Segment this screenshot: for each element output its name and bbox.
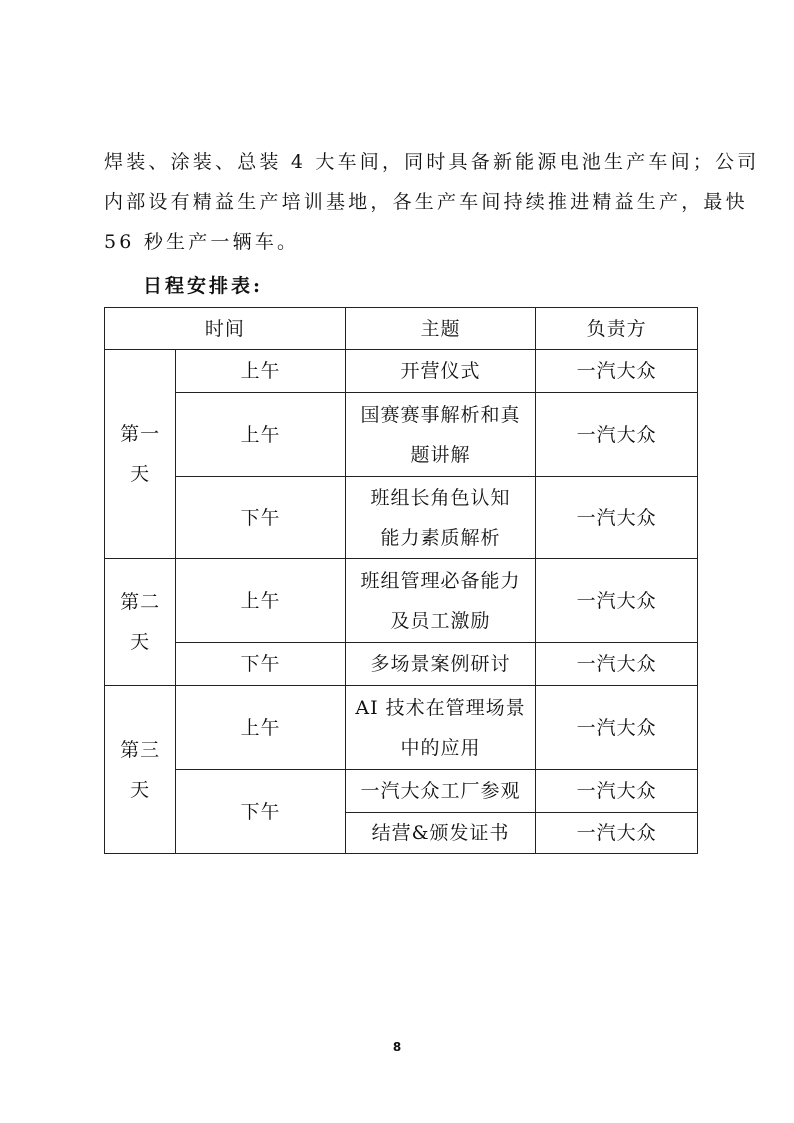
table-row xyxy=(105,350,698,393)
topic-line: 中的应用 xyxy=(400,736,481,759)
owner-cell: 一汽大众 xyxy=(536,770,698,813)
period-cell: 上午 xyxy=(176,393,345,477)
period-cell: 下午 xyxy=(176,770,345,854)
schedule-table xyxy=(104,307,698,854)
period-cell: 上午 xyxy=(176,350,345,393)
paragraph-line: 焊装、涂装、总装 4 大车间，同时具备新能源电池生产车间；公司 xyxy=(104,151,760,173)
table-row xyxy=(105,393,698,477)
topic-cell xyxy=(345,643,536,686)
topic-line: 一汽大众工厂参观 xyxy=(360,780,521,802)
owner-cell: 一汽大众 xyxy=(536,477,698,559)
owner-cell: 一汽大众 xyxy=(536,559,698,643)
topic-line: 开营仪式 xyxy=(400,360,481,382)
topic-line: 及员工激励 xyxy=(390,609,491,632)
topic-line: 国赛赛事解析和真 xyxy=(360,403,521,426)
owner-cell: 一汽大众 xyxy=(536,643,698,686)
paragraph-line: 56 秒生产一辆车。 xyxy=(104,231,300,253)
topic-line: 班组管理必备能力 xyxy=(360,569,521,592)
topic-cell xyxy=(345,813,536,854)
day-cell: 第三天 xyxy=(105,686,176,854)
day-cell: 第一天 xyxy=(105,350,176,559)
topic-cell xyxy=(345,559,536,643)
topic-line: 多场景案例研讨 xyxy=(370,653,511,675)
period-cell: 下午 xyxy=(176,643,345,686)
paragraph-line: 内部设有精益生产培训基地，各生产车间持续推进精益生产，最快 xyxy=(104,191,748,213)
table-row xyxy=(105,770,698,813)
topic-cell xyxy=(345,350,536,393)
topic-cell xyxy=(345,686,536,770)
period-cell: 上午 xyxy=(176,686,345,770)
topic-line: 题讲解 xyxy=(410,443,471,466)
period-cell: 下午 xyxy=(176,477,345,559)
topic-line: AI 技术在管理场景 xyxy=(355,696,526,719)
topic-cell xyxy=(345,770,536,813)
day-cell: 第二天 xyxy=(105,559,176,686)
topic-cell xyxy=(345,477,536,559)
table-row xyxy=(105,686,698,770)
table-row xyxy=(105,477,698,559)
table-row xyxy=(105,559,698,643)
page-number: 8 xyxy=(392,1040,402,1054)
owner-cell: 一汽大众 xyxy=(536,393,698,477)
table-header-row xyxy=(105,308,698,350)
schedule-heading: 日程安排表: xyxy=(143,275,264,297)
owner-cell: 一汽大众 xyxy=(536,686,698,770)
topic-cell xyxy=(345,393,536,477)
table-row xyxy=(105,643,698,686)
header-topic: 主题 xyxy=(345,308,536,350)
owner-cell: 一汽大众 xyxy=(536,350,698,393)
topic-line: 结营&颁发证书 xyxy=(371,822,510,844)
header-time: 时间 xyxy=(105,308,346,350)
body-paragraph xyxy=(104,142,760,262)
topic-line: 能力素质解析 xyxy=(380,526,501,549)
header-owner: 负责方 xyxy=(536,308,698,350)
owner-cell: 一汽大众 xyxy=(536,813,698,854)
topic-line: 班组长角色认知 xyxy=(370,486,511,509)
period-cell: 上午 xyxy=(176,559,345,643)
